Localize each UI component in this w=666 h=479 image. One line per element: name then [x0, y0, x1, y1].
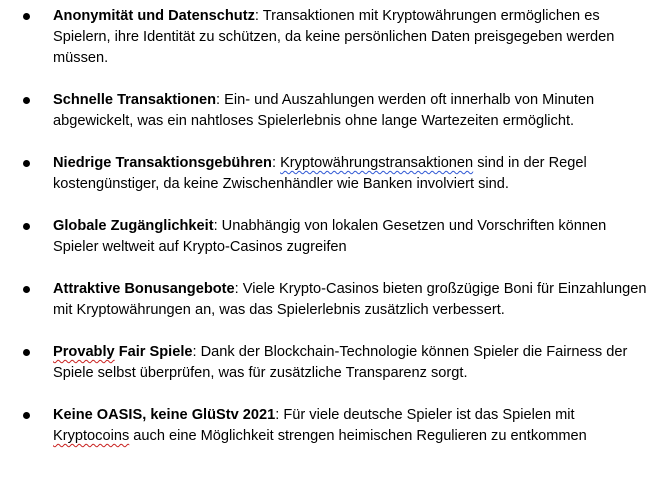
list-item [0, 90, 666, 132]
item-description-start: : [271, 155, 281, 171]
item-term: Anonymität und Datenschutz [53, 8, 255, 24]
item-description: : Unabhängig von lokalen Gesetzen und Vorschriften können Spieler weltweit auf Krypto-Casinos zugreifen [53, 218, 607, 255]
grammar-flagged-word[interactable]: Kryptowährungstransaktionen [280, 155, 474, 171]
bullet-icon [23, 286, 30, 293]
item-term: Globale Zugänglichkeit [53, 218, 214, 234]
list-item [0, 342, 666, 384]
item-term: Schnelle Transaktionen [53, 92, 217, 108]
item-description: : Viele Krypto-Casinos bieten großzügige Boni für Einzahlungen mit Kryptowährungen an, was das Spielerlebnis zusätzlich verbessert. [53, 281, 647, 318]
bullet-icon [23, 97, 30, 104]
list-item [0, 6, 666, 69]
item-description-end: sind in der Regel kostengünstiger, da keine Zwischenhändler wie Banken involviert sind. [53, 155, 587, 192]
bullet-icon [23, 223, 30, 230]
item-term: Attraktive Bonusangebote [53, 281, 235, 297]
list-item [0, 279, 666, 321]
spell-flagged-term[interactable]: Provably [53, 344, 115, 360]
bullet-icon [23, 13, 30, 20]
item-description: : Transaktionen mit Kryptowährungen ermöglichen es Spielern, ihre Identität zu schützen, da keine persönlichen Daten preisgegeben werden müssen. [53, 8, 615, 66]
list-item [0, 153, 666, 195]
item-description: : Ein- und Auszahlungen werden oft innerhalb von Minuten abgewickelt, was ein nahtloses Spielerlebnis ohne lange Wartezeiten ermöglicht. [53, 92, 595, 129]
list-item [0, 216, 666, 258]
bullet-icon [23, 349, 30, 356]
item-term: Keine OASIS, keine GlüStv 2021 [53, 407, 276, 423]
list-item [0, 405, 666, 447]
bullet-icon [23, 160, 30, 167]
item-description-end: auch eine Möglichkeit strengen heimischen Regulieren zu entkommen [129, 428, 587, 444]
bullet-icon [23, 412, 30, 419]
item-term: Niedrige Transaktionsgebühren [53, 155, 272, 171]
item-description-start: : Für viele deutsche Spieler ist das Spielen mit [275, 407, 575, 423]
spell-flagged-word[interactable]: Kryptocoins [53, 428, 130, 444]
bullet-list [0, 6, 666, 447]
item-description: : Dank der Blockchain-Technologie können Spieler die Fairness der Spiele selbst überprüfen, was für zusätzliche Transparenz sorgt. [53, 344, 628, 381]
item-term-rest: Fair Spiele [114, 344, 193, 360]
